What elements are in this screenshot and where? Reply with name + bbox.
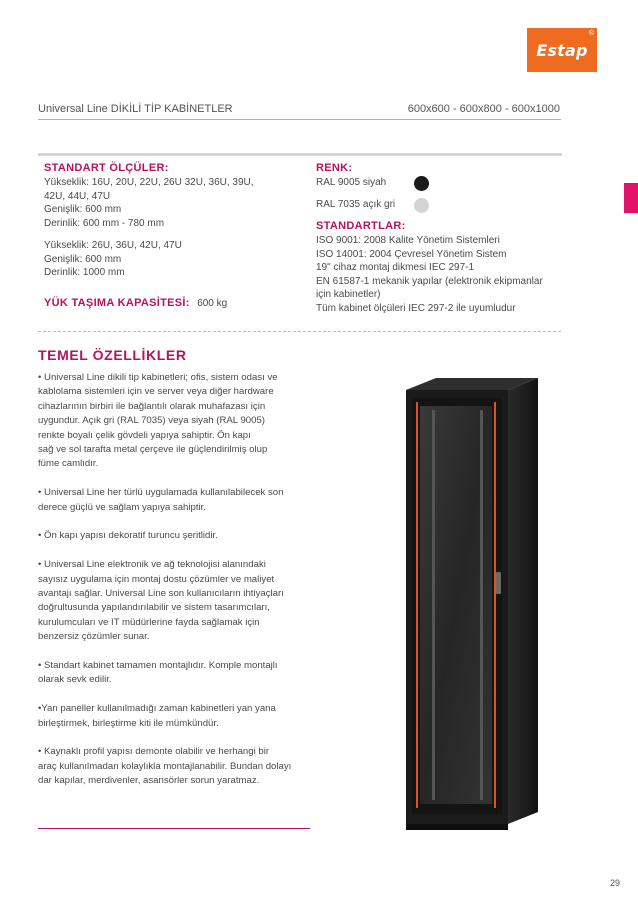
dimension-line: 42U, 44U, 47U [44,190,111,202]
grey-swatch [414,198,429,213]
dimension-line: Yükseklik: 26U, 36U, 42U, 47U [44,240,182,251]
standards-list [316,234,543,315]
dimension-line: Genişlik: 600 mm [44,253,122,265]
feature-paragraph: • Universal Line elektronik ve ağ teknolojisi alanındaki sayısız uygulama için montaj dostu çözümler ve maliyet avantajı sağlar. Universal Line son kullanıcıların ihtiyaçları doğrultusunda yapılandırılabilir ve sistem tasarımcıları, kurulumcuları ve IT müdürlerine fayda sağlamak için benzersiz çözümler sunar. [38,559,284,643]
section-divider [38,828,310,829]
feature-paragraph: • Universal Line her türlü uygulamada kullanılabilecek son derece güçlü ve sağlam yapıya sahiptir. [38,487,284,513]
feature-paragraph: •Yan paneller kullanılmadığı zaman kabinetleri yan yana birleştirmek, birleştirme kiti ile mümkündür. [38,703,276,729]
standards-title: STANDARTLAR: [316,220,406,232]
door-handle [496,572,501,594]
dimension-group-2 [44,239,254,280]
standard-item: için kabinetler) [316,289,381,300]
load-capacity [44,293,254,311]
dimension-line: Genişlik: 600 mm [44,204,122,215]
section-tab-marker [624,183,638,213]
feature-paragraph: • Universal Line dikili tip kabinetleri; ofis, sistem odası ve kablolama sistemleri için ve server veya diğer hardware cihazlarının birbiri ile bağlantılı olarak muhafazası için uygundur. Açık gri (RAL 7035) veya siyah (RAL 9005) renkte boyalı çelik gövdeli yapıya sahiptir. Ön kapı sağ ve sol tarafta metal çerçeve ile güçlendirilmiş olup füme camlıdır. [38,372,278,470]
mounting-rail [480,410,483,800]
logo-text: Estap [536,40,588,60]
features-title: TEMEL ÖZELLİKLER [38,347,187,363]
standard-dimensions [44,162,254,311]
standard-dimensions-title: STANDART ÖLÇÜLER: [44,162,169,174]
standard-item: ISO 14001: 2004 Çevresel Yönetim Sistem [316,248,507,260]
size-range: 600x600 - 600x800 - 600x1000 [407,103,560,115]
standard-item: ISO 9001: 2008 Kalite Yönetim Sistemleri [316,235,500,246]
cabinet-side [508,378,538,824]
dimension-line: Derinlik: 600 mm - 780 mm [44,217,165,229]
feature-paragraph: • Kaynaklı profil yapısı demonte olabilir ve herhangi bir araç kullanılmadan kolaylıkla montajlanabilir. Bundan dolayı dar kapılar, merdivenler, asansörler sorun yaratmaz. [38,746,292,787]
color-title: RENK: [316,162,353,174]
color-and-standards [316,162,543,315]
color-option-black: RAL 9005 siyah [316,177,387,188]
rack-cabinet-image [376,372,566,832]
standard-item: 19" cihaz montaj dikmesi IEC 297-1 [316,262,475,273]
series-title: Universal Line DİKİLİ TİP KABİNETLER [38,103,233,115]
orange-strip [494,402,496,808]
standard-item: Tüm kabinet ölçüleri IEC 297-2 ile uyumludur [316,302,516,314]
dimension-line: Yükseklik: 16U, 20U, 22U, 26U 32U, 36U, 39U, [44,177,254,188]
orange-strip [416,402,418,808]
mounting-rail [432,410,435,800]
page-number: 29 [610,878,621,888]
feature-paragraph: • Standart kabinet tamamen montajlıdır. Komple montajlı olarak sevk edilir. [38,660,278,686]
registered-mark: ® [588,30,594,37]
dimension-group-1 [44,176,254,230]
load-capacity-value: 600 kg [197,297,228,309]
features-body [38,371,300,803]
dimension-line: Derinlik: 1000 mm [44,267,125,278]
black-swatch [414,176,429,191]
header-divider [38,119,561,120]
feature-paragraph: • Ön kapı yapısı dekoratif turuncu şeritlidir. [38,530,218,542]
standard-item: EN 61587-1 mekanik yapılar (elektronik ekipmanlar [316,275,543,287]
estap-logo [527,28,597,72]
cabinet-base [406,824,508,830]
color-option-grey: RAL 7035 açık gri [316,198,396,210]
load-capacity-label: YÜK TAŞIMA KAPASİTESİ: [44,296,190,309]
